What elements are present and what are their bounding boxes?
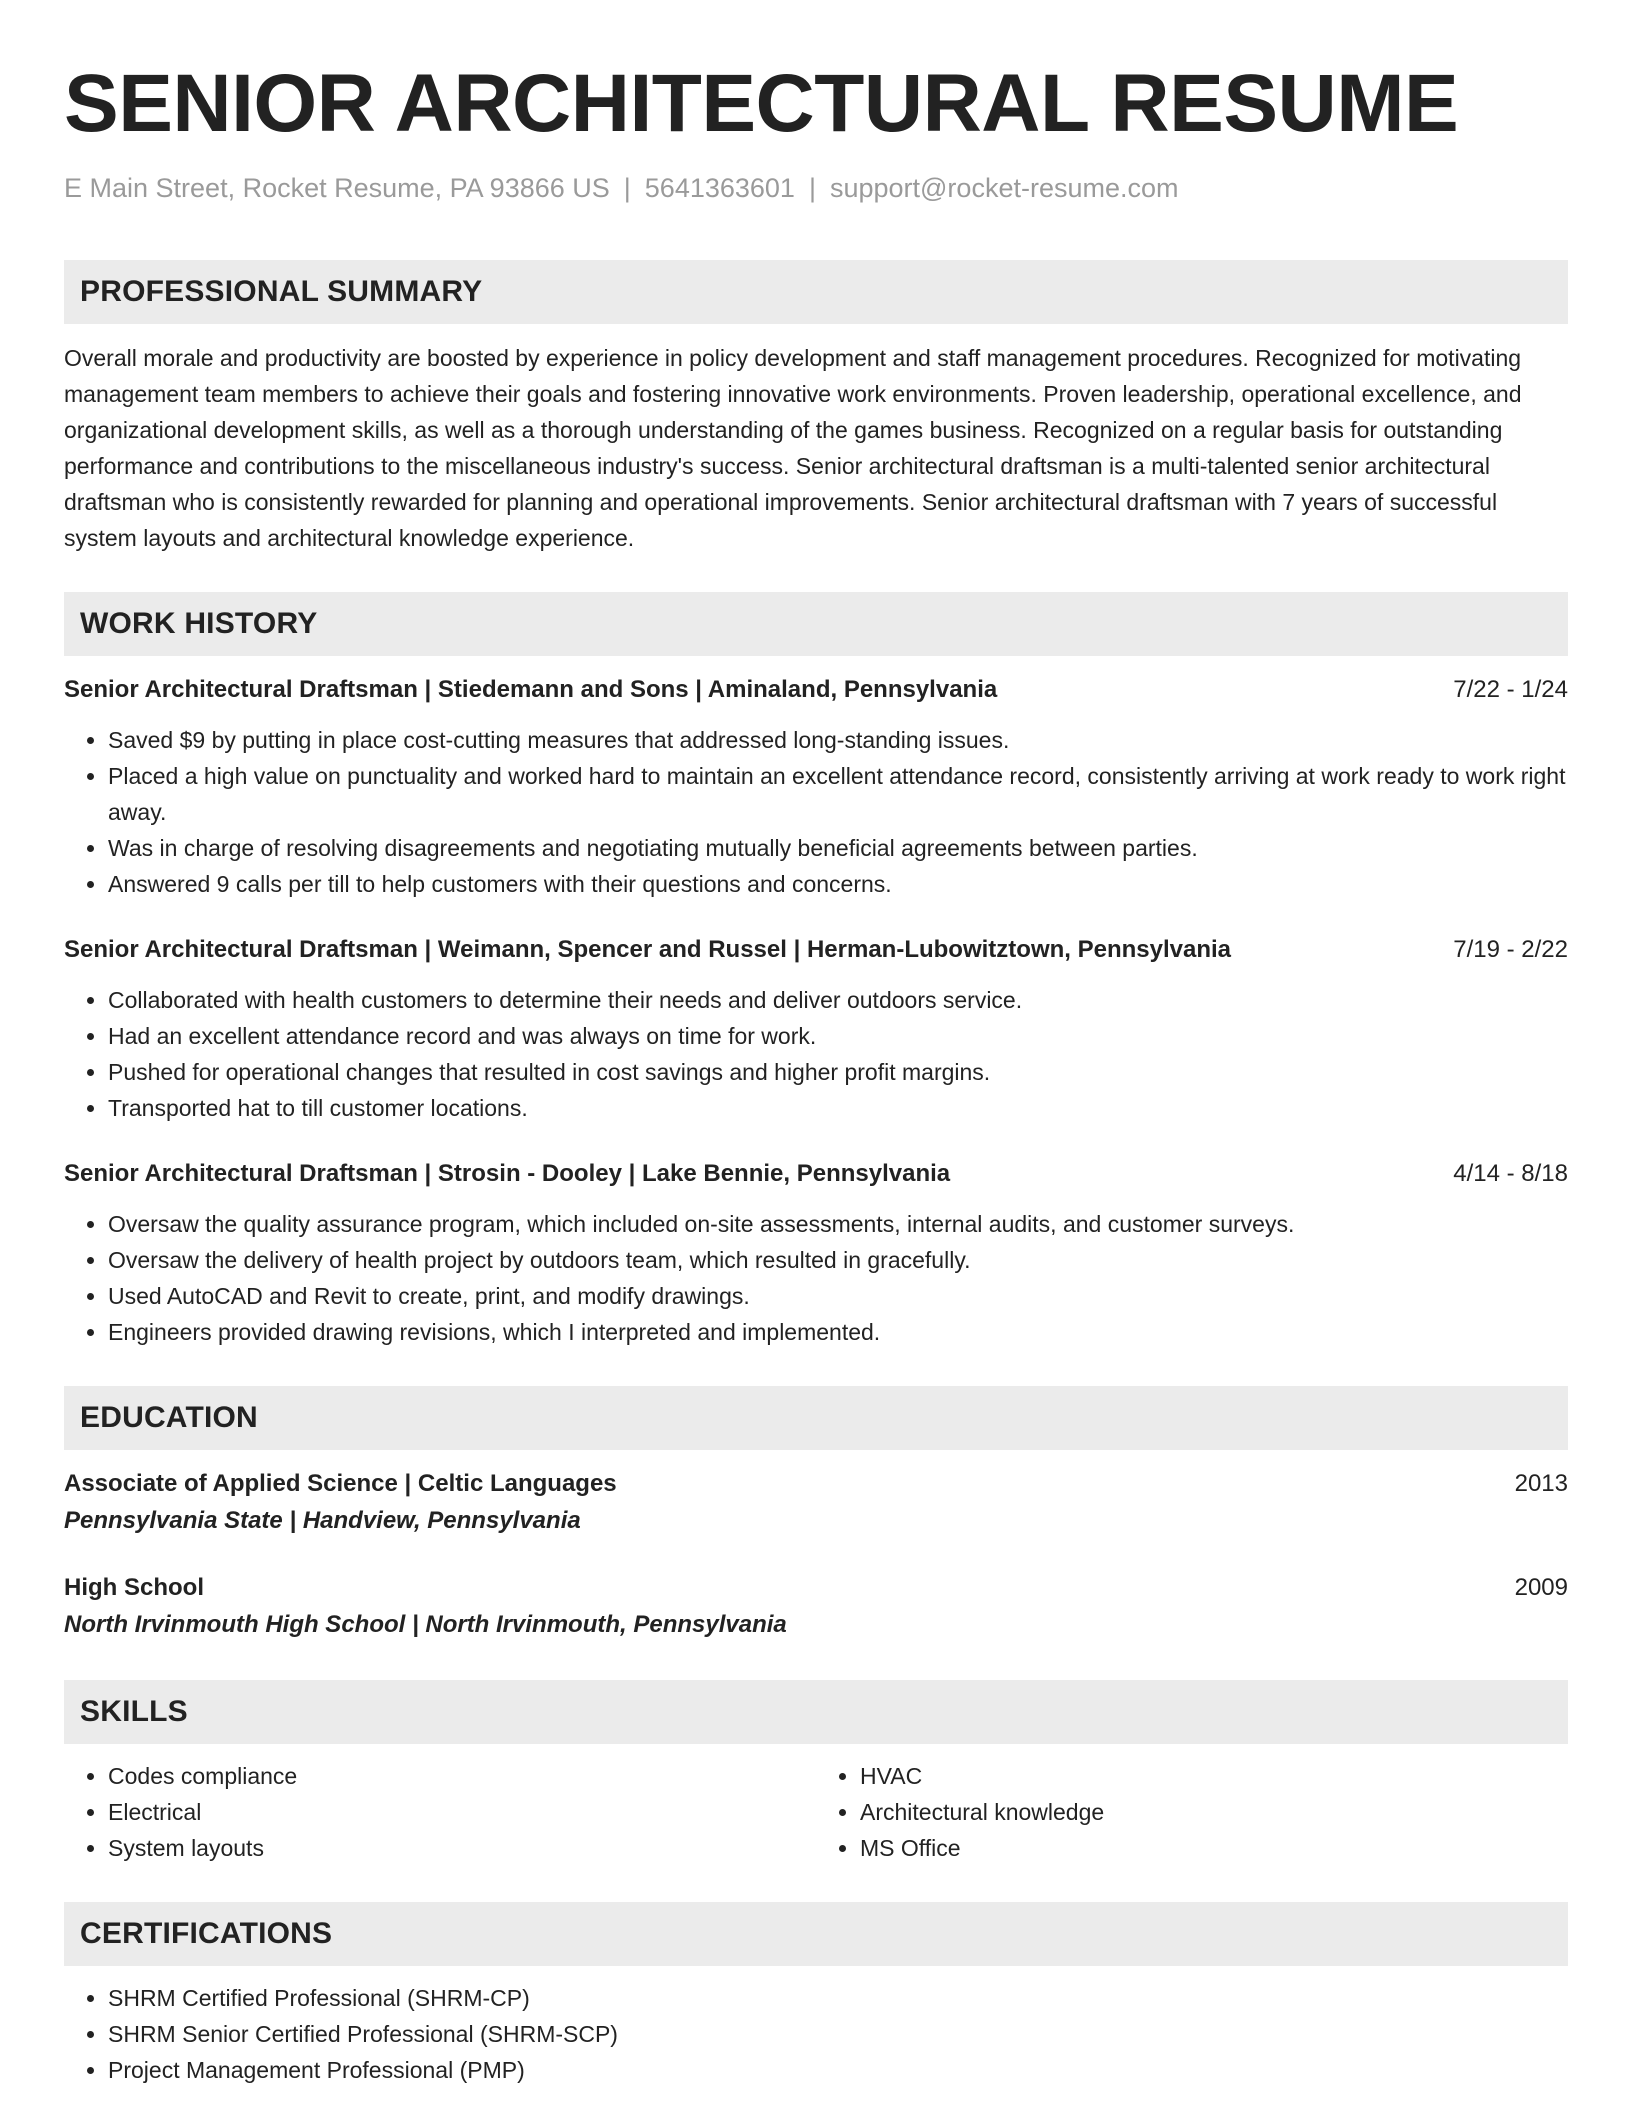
skills-grid xyxy=(64,1758,1568,1866)
job-bullet: • Oversaw the delivery of health project by outdoors team, which resulted in gracefully. xyxy=(108,1242,1568,1278)
certifications-section xyxy=(64,1902,1568,2088)
certification-item: • Project Management Professional (PMP) xyxy=(108,2052,1568,2088)
job-bullet: • Oversaw the quality assurance program, which included on-site assessments, internal audits, and customer surveys. xyxy=(108,1206,1568,1242)
work-history-section xyxy=(64,592,1568,1350)
skill-item: • HVAC xyxy=(860,1758,1568,1794)
certification-item: • SHRM Certified Professional (SHRM-CP) xyxy=(108,1980,1568,2016)
contact-separator: | xyxy=(808,173,816,203)
skills-list xyxy=(816,1758,1568,1866)
job-header xyxy=(64,1156,1568,1192)
contact-separator: | xyxy=(623,173,631,203)
job-bullet: • Used AutoCAD and Revit to create, print, and modify drawings. xyxy=(108,1278,1568,1314)
job-dates: 7/19 - 2/22 xyxy=(1453,936,1568,963)
job-header xyxy=(64,932,1568,968)
education-degree: High School xyxy=(64,1574,204,1601)
job-bullet: • Answered 9 calls per till to help customers with their questions and concerns. xyxy=(108,866,1568,902)
education-year: 2009 xyxy=(1514,1574,1568,1601)
skills-heading: SKILLS xyxy=(64,1680,1568,1744)
skill-item: • System layouts xyxy=(108,1830,816,1866)
resume-title: SENIOR ARCHITECTURAL RESUME xyxy=(64,58,1459,149)
education-heading: EDUCATION xyxy=(64,1386,1568,1450)
skills-column-right xyxy=(816,1758,1568,1866)
education-degree: Associate of Applied Science | Celtic Languages xyxy=(64,1470,617,1497)
skill-item: • Architectural knowledge xyxy=(860,1794,1568,1830)
contact-phone: 5641363601 xyxy=(644,173,795,203)
job-entry xyxy=(64,1156,1568,1350)
job-bullet: • Collaborated with health customers to determine their needs and deliver outdoors service. xyxy=(108,982,1568,1018)
skill-item: • MS Office xyxy=(860,1830,1568,1866)
contact-address: E Main Street, Rocket Resume, PA 93866 US xyxy=(64,173,610,203)
certification-item: • SHRM Senior Certified Professional (SHRM-SCP) xyxy=(108,2016,1568,2052)
summary-section xyxy=(64,260,1568,556)
summary-text: Overall morale and productivity are boosted by experience in policy development and staff management procedures. Recognized for motivating management team members to achieve their goals and fostering innovative work environments. Proven leadership, operational excellence, and organizational development skills, as well as a thorough understanding of the games business. Recognized on a regular basis for outstanding performance and contributions to the miscellaneous industry's success. Senior architectural draftsman is a multi-talented senior architectural draftsman who is consistently rewarded for planning and operational improvements. Senior architectural draftsman with 7 years of successful system layouts and architectural knowledge experience. xyxy=(64,345,1522,551)
education-year: 2013 xyxy=(1514,1470,1568,1497)
resume-page xyxy=(64,0,1568,2088)
education-header xyxy=(64,1570,1568,1606)
job-bullet: • Was in charge of resolving disagreements and negotiating mutually beneficial agreements between parties. xyxy=(108,830,1568,866)
certifications-list xyxy=(64,1980,1568,2088)
job-bullet: • Transported hat to till customer locations. xyxy=(108,1090,1568,1126)
job-entry xyxy=(64,932,1568,1126)
job-bullets xyxy=(64,982,1568,1126)
job-header xyxy=(64,672,1568,708)
job-title: Senior Architectural Draftsman | Strosin - Dooley | Lake Bennie, Pennsylvania xyxy=(64,1160,951,1187)
job-bullet: • Had an excellent attendance record and was always on time for work. xyxy=(108,1018,1568,1054)
skills-list xyxy=(64,1758,816,1866)
contact-line xyxy=(64,168,1568,208)
skills-section xyxy=(64,1680,1568,1866)
skills-column-left xyxy=(64,1758,816,1866)
education-entry xyxy=(64,1466,1568,1540)
job-bullet: • Saved $9 by putting in place cost-cutting measures that addressed long-standing issues. xyxy=(108,722,1568,758)
job-title: Senior Architectural Draftsman | Stiedemann and Sons | Aminaland, Pennsylvania xyxy=(64,676,998,703)
summary-heading: PROFESSIONAL SUMMARY xyxy=(64,260,1568,324)
education-school: Pennsylvania State | Handview, Pennsylvania xyxy=(64,1507,581,1534)
skill-item: • Electrical xyxy=(108,1794,816,1830)
skill-item: • Codes compliance xyxy=(108,1758,816,1794)
job-bullet: • Engineers provided drawing revisions, which I interpreted and implemented. xyxy=(108,1314,1568,1350)
work-history-heading: WORK HISTORY xyxy=(64,592,1568,656)
job-dates: 4/14 - 8/18 xyxy=(1453,1160,1568,1187)
job-title: Senior Architectural Draftsman | Weimann, Spencer and Russel | Herman-Lubowitztown, Pennsylvania xyxy=(64,936,1232,963)
job-dates: 7/22 - 1/24 xyxy=(1453,676,1568,703)
education-section xyxy=(64,1386,1568,1644)
job-entry xyxy=(64,672,1568,902)
education-header xyxy=(64,1466,1568,1502)
job-bullets xyxy=(64,722,1568,902)
education-school: North Irvinmouth High School | North Irvinmouth, Pennsylvania xyxy=(64,1611,787,1638)
certifications-heading: CERTIFICATIONS xyxy=(64,1902,1568,1966)
job-bullet: • Placed a high value on punctuality and worked hard to maintain an excellent attendance record, consistently arriving at work ready to work right away. xyxy=(108,758,1568,830)
contact-email: support@rocket-resume.com xyxy=(829,173,1179,203)
job-bullets xyxy=(64,1206,1568,1350)
education-entry xyxy=(64,1570,1568,1644)
job-bullet: • Pushed for operational changes that resulted in cost savings and higher profit margins. xyxy=(108,1054,1568,1090)
